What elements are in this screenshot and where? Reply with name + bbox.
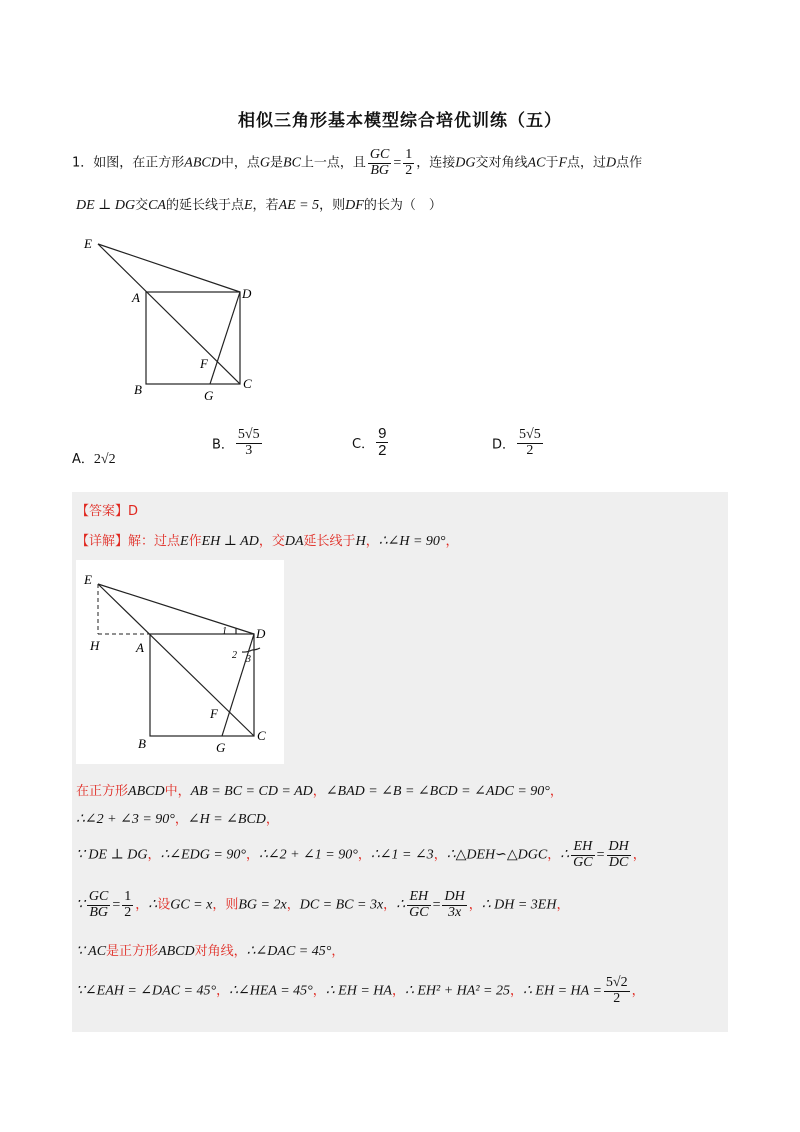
solution-row-3: ∵ DE ⊥ DG，∴∠EDG = 90°，∴∠2 + ∠1 = 90°，∴∠1 = ∠3，∴△DEH∽△DGC，∴ $\frac{EH}{GC}$ = $\frac{DH}{DC}$ ， [76, 839, 646, 870]
solution-row-2: ∴∠2 + ∠3 = 90°，∠H = ∠BCD， [76, 812, 279, 827]
detail-line: 【详解】解：过点E作EH ⊥ AD，交DA延长线于H，∴∠H = 90°， [76, 534, 459, 549]
fraction: $\frac{DH}{3x}$ [444, 889, 465, 920]
fraction-half: $\frac{1}{2}$ [405, 147, 413, 178]
segment-ed [98, 244, 240, 292]
solution-row-4: ∵ $\frac{GC}{BG}$ = $\frac{1}{2}$ ，∴设GC = x，则BG = 2x，DC = BC = 3x，∴ $\frac{EH}{GC}$ = $\frac{DH}{3x}$ ，∴ DH = 3EH， [76, 889, 570, 920]
question-text: 上一点，且 [300, 155, 366, 171]
fraction: $\frac{GC}{BG}$ [88, 889, 109, 920]
question-text: 点，过 [567, 155, 607, 171]
option-b[interactable]: B． $\frac{5√5}{3}$ [212, 427, 260, 458]
label-c: C [257, 728, 266, 743]
math-op: = [393, 155, 402, 171]
math-var: DG [455, 155, 476, 171]
label-g: G [204, 388, 214, 403]
math-expr: DE ⊥ DG [76, 198, 136, 213]
label-h: H [90, 638, 100, 653]
question-line-1 [72, 148, 642, 178]
label-angle-3: 3 [246, 654, 251, 665]
label-a: A [136, 640, 144, 655]
fraction: $\frac{EH}{GC}$ [409, 889, 429, 920]
geometry-figure-2 [76, 560, 284, 764]
option-c-value: $\frac{9}{2}$ [378, 425, 387, 459]
option-d-value: $\frac{5√5}{2}$ [519, 427, 541, 458]
math-var: ABCD [184, 155, 221, 171]
solution-row-5: ∵ AC是正方形ABCD对角线，∴∠DAC = 45°， [76, 944, 345, 959]
label-f: F [200, 356, 208, 371]
math-var: F [558, 155, 568, 171]
question-text: 于 [545, 155, 559, 171]
geometry-figure-1 [76, 232, 276, 404]
option-d[interactable]: D． $\frac{5√5}{2}$ [492, 427, 541, 458]
label-e: E [84, 236, 92, 251]
math-var: DF [345, 198, 364, 213]
math-var: E [243, 198, 253, 213]
page-title: 相似三角形基本模型综合培优训练（五） [238, 111, 562, 131]
question-text: ，连接 [416, 155, 456, 171]
question-line-2 [76, 194, 442, 214]
question-text: 是 [270, 155, 284, 171]
math-var: D [606, 155, 617, 171]
question-text: 如图，在正方形 [93, 155, 185, 171]
solution-row-6: ∵∠EAH = ∠DAC = 45°，∴∠HEA = 45°，∴ EH = HA，∴ EH² + HA² = 25，∴ EH = HA = $\frac{5√2}{2}$ ， [76, 975, 645, 1006]
question-text: 中，点 [220, 155, 260, 171]
label-angle-2: 2 [232, 650, 237, 661]
math-var: BC [283, 155, 301, 171]
answer-value: D [128, 504, 139, 519]
detail-tag: 【详解】 [76, 534, 129, 549]
label-f: F [210, 706, 218, 721]
question-text: 点作 [616, 155, 643, 171]
question-text: ，若 [252, 198, 279, 213]
fraction: $\frac{1}{2}$ [124, 889, 132, 920]
answer-line [76, 500, 138, 519]
fraction: $\frac{5√2}{2}$ [605, 975, 628, 1006]
segment-ec [98, 244, 240, 384]
label-d: D [242, 286, 252, 301]
question-text: 交对角线 [475, 155, 528, 171]
fraction-gc-bg: $\frac{GC}{BG}$ [369, 147, 390, 178]
option-a[interactable]: A．2√2 [72, 452, 116, 467]
math-var: G [259, 155, 270, 171]
segment-dg [210, 292, 240, 384]
label-a: A [132, 290, 140, 305]
option-c[interactable]: C． $\frac{9}{2}$ [352, 425, 387, 459]
label-g: G [216, 740, 226, 755]
label-e: E [84, 572, 92, 587]
solution-row-1: 在正方形ABCD中，AB = BC = CD = AD，∠BAD = ∠B = ∠BCD = ∠ADC = 90°， [76, 784, 563, 799]
question-text: ，则 [319, 198, 346, 213]
label-d: D [256, 626, 266, 641]
math-expr: AE = 5 [278, 198, 320, 213]
label-angle-1: 1 [222, 626, 227, 637]
math-var: AC [527, 155, 546, 171]
question-text: 的长为（ ） [363, 198, 442, 213]
question-text: 的延长线于点 [165, 198, 244, 213]
label-b: B [134, 382, 142, 397]
question-text: 交 [135, 198, 149, 213]
answer-tag: 【答案】 [76, 504, 129, 519]
option-b-value: $\frac{5√5}{3}$ [237, 427, 260, 458]
option-a-value: 2√2 [93, 452, 116, 467]
question-number: 1． [72, 155, 94, 171]
label-c: C [243, 376, 252, 391]
fraction: $\frac{EH}{GC}$ [573, 839, 593, 870]
label-b: B [138, 736, 146, 751]
math-var: CA [148, 198, 166, 213]
fraction: $\frac{DH}{DC}$ [608, 839, 629, 870]
